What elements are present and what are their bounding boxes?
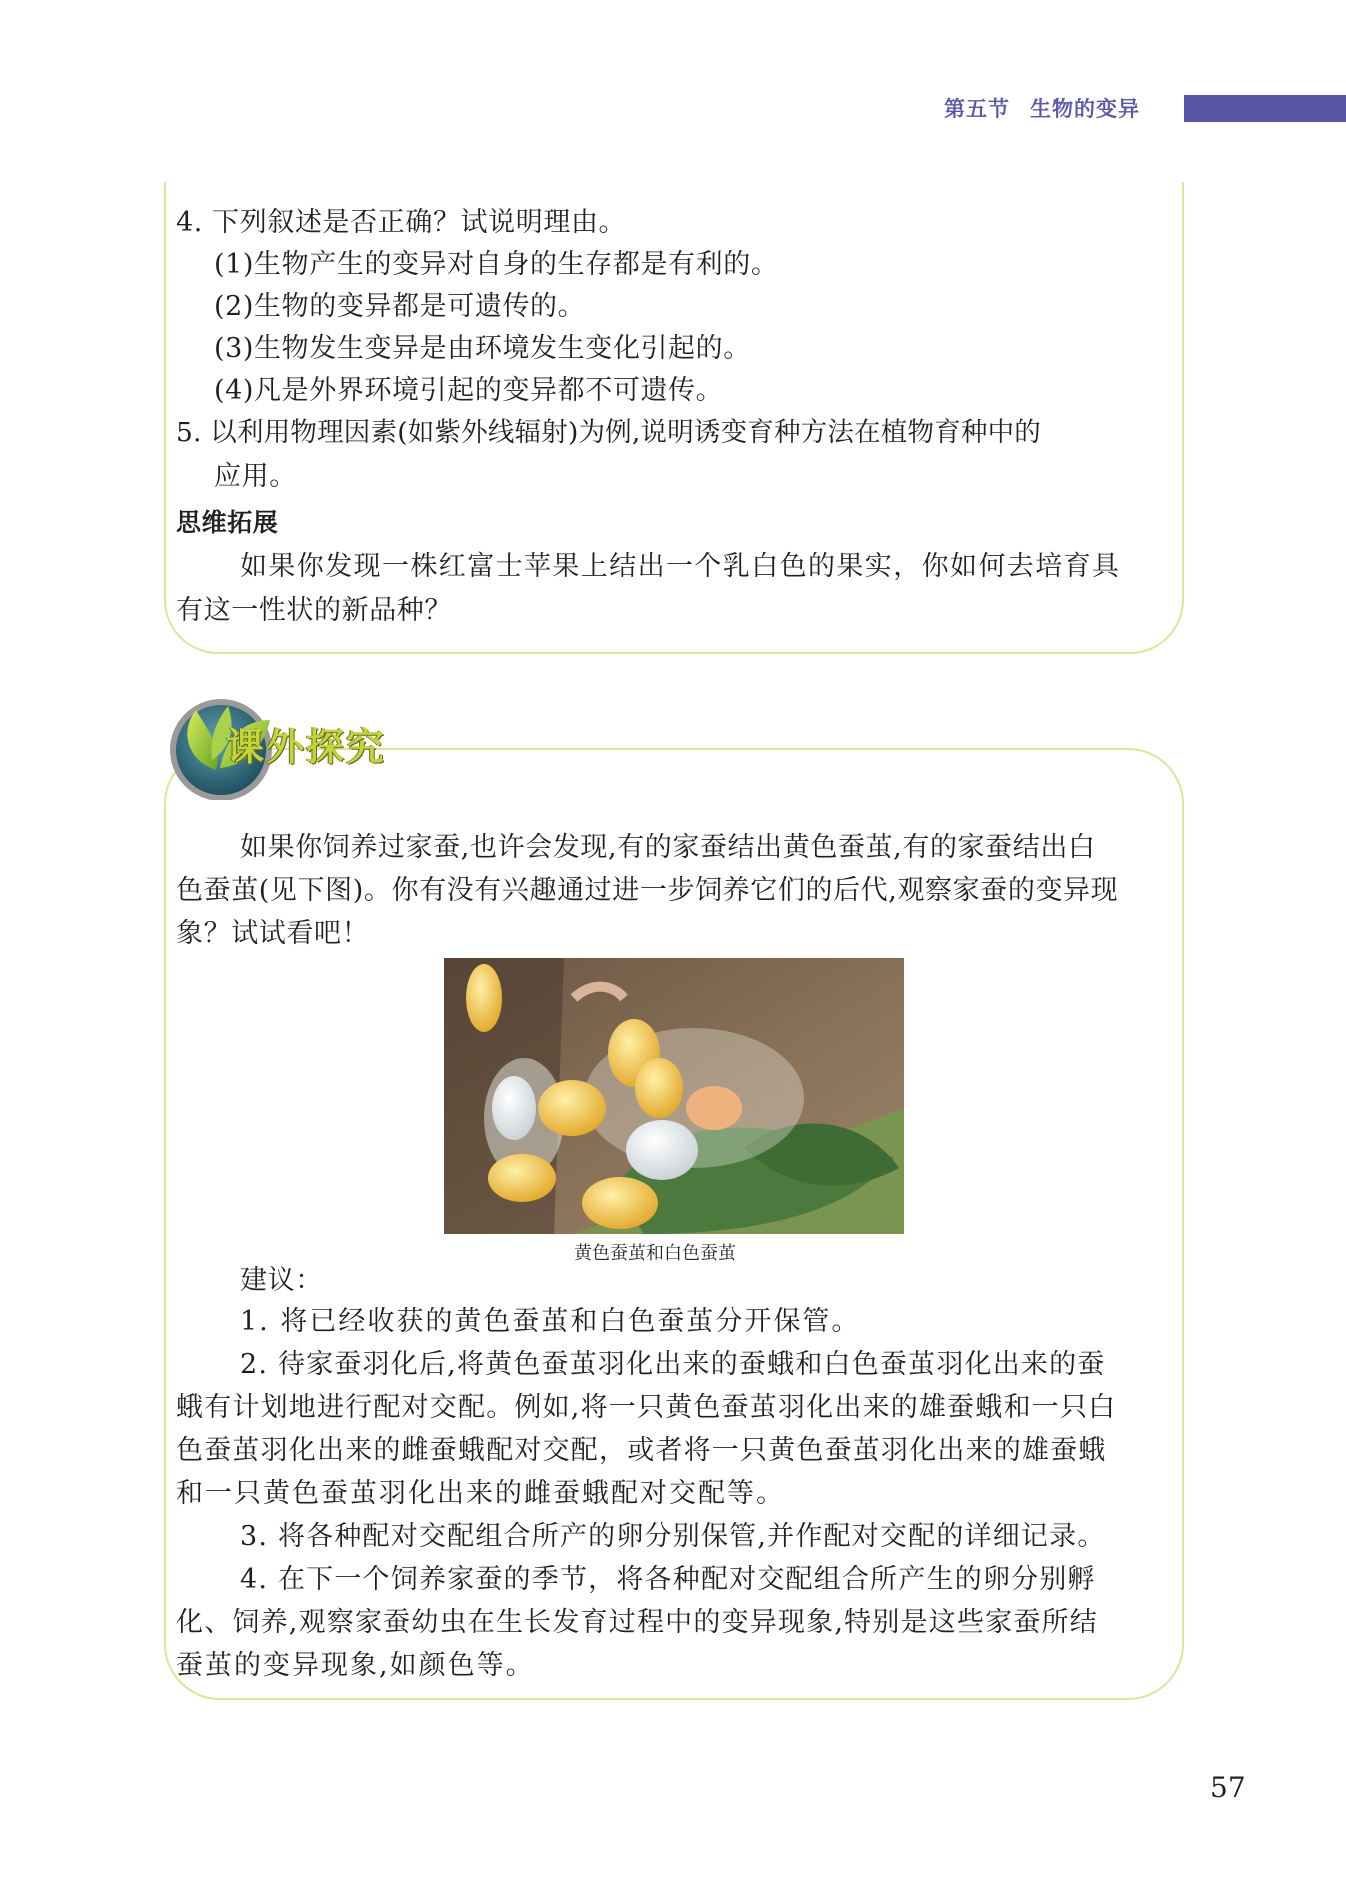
intro-text: 象？试试看吧！: [176, 918, 370, 949]
intro-text: 如果你饲养过家蚕,也许会发现,有的家蚕结出黄色蚕茧,有的家蚕结出白: [240, 832, 1096, 863]
suggestion-text: 色蚕茧羽化出来的雌蚕蛾配对交配，或者将一只黄色蚕茧羽化出来的雄蚕蛾: [176, 1435, 1107, 1466]
question-5-line: 应用。: [214, 461, 297, 492]
suggestion-text: 3. 将各种配对交配组合所产的卵分别保管,并作配对交配的详细记录。: [240, 1521, 1106, 1552]
question-4-item: (3)生物发生变异是由环境发生变化引起的。: [214, 333, 751, 364]
intro-text: 色蚕茧(见下图)。你有没有兴趣通过进一步饲养它们的后代,观察家蚕的变异现: [176, 875, 1119, 906]
suggestion-text: 蚕茧的变异现象,如颜色等。: [176, 1650, 535, 1681]
suggestion-text: 2. 待家蚕羽化后,将黄色蚕茧羽化出来的蚕蛾和白色蚕茧羽化出来的蚕: [240, 1349, 1106, 1380]
question-4-item: (4)凡是外界环境引起的变异都不可遗传。: [214, 375, 724, 406]
suggestion-text: 蛾有计划地进行配对交配。例如,将一只黄色蚕茧羽化出来的雄蚕蛾和一只白: [176, 1392, 1117, 1423]
thinking-extension-heading: 思维拓展: [176, 508, 279, 537]
suggestion-text: 和一只黄色蚕茧羽化出来的雌蚕蛾配对交配等。: [176, 1478, 785, 1509]
chapter-header: [944, 92, 1160, 126]
suggestion-text: 1. 将已经收获的黄色蚕茧和白色蚕茧分开保管。: [240, 1306, 861, 1337]
thinking-extension-text: 如果你发现一株红富士苹果上结出一个乳白色的果实，你如何去培育具: [240, 551, 1121, 582]
photo-caption: 黄色蚕茧和白色蚕茧: [574, 1243, 736, 1264]
extracurricular-title: 课外探究: [226, 725, 387, 769]
silkworm-cocoon-photo: [444, 958, 904, 1234]
section-title: 生物的变异: [1030, 97, 1140, 121]
question-5-line: 5. 以利用物理因素(如紫外线辐射)为例,说明诱变育种方法在植物育种中的: [176, 417, 1042, 448]
suggestion-heading: 建议：: [240, 1265, 323, 1296]
suggestion-text: 4. 在下一个饲养家蚕的季节，将各种配对交配组合所产生的卵分别孵: [240, 1564, 1096, 1595]
question-4-stem: 4. 下列叙述是否正确？试说明理由。: [176, 207, 627, 238]
question-4-item: (1)生物产生的变异对自身的生存都是有利的。: [214, 249, 779, 280]
question-4-item: (2)生物的变异都是可遗传的。: [214, 291, 586, 322]
section-number: 第五节: [944, 97, 1010, 121]
header-accent-bar: [1184, 95, 1346, 122]
suggestion-text: 化、饲养,观察家蚕幼虫在生长发育过程中的变异现象,特别是这些家蚕所结: [176, 1607, 1098, 1638]
page-number: 57: [1210, 1771, 1246, 1804]
thinking-extension-text: 有这一性状的新品种？: [176, 595, 452, 626]
